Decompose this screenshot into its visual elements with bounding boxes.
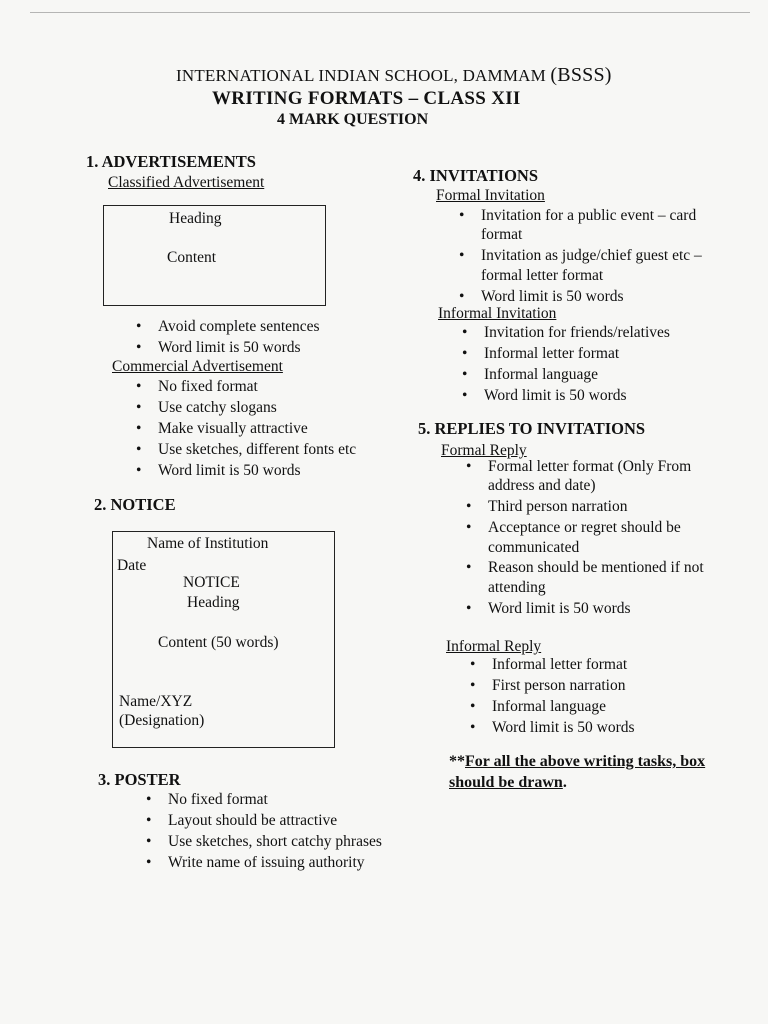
formal-reply-subtitle: Formal Reply: [441, 442, 527, 459]
notice-heading: Heading: [187, 594, 240, 611]
informal-invitation-subtitle: Informal Invitation: [438, 305, 557, 322]
section-advertisements-title: 1. ADVERTISEMENTS: [86, 152, 256, 171]
notice-content: Content (50 words): [158, 634, 279, 651]
notice-name: Name/XYZ: [119, 693, 193, 710]
list-item: • Acceptance or regret should be communicated: [466, 518, 734, 557]
classified-ad-subtitle: Classified Advertisement: [108, 174, 265, 191]
list-item: • First person narration: [470, 676, 730, 695]
school-name: [176, 63, 612, 88]
list-item: • No fixed format: [136, 377, 356, 396]
classified-ad-bullets: [136, 317, 320, 359]
section-notice-title: 2. NOTICE: [94, 495, 176, 514]
note-text: For all the above writing tasks, box should be drawn: [449, 753, 706, 791]
list-item: • Word limit is 50 words: [136, 338, 320, 357]
list-item: • Avoid complete sentences: [136, 317, 320, 336]
list-item: • No fixed format: [146, 790, 386, 809]
list-item: • Formal letter format (Only From address and date): [466, 457, 734, 496]
page-subtitle: 4 MARK QUESTION: [277, 111, 429, 128]
list-item: • Word limit is 50 words: [466, 599, 734, 618]
section-replies-title: 5. REPLIES TO INVITATIONS: [418, 419, 646, 438]
list-item: • Informal language: [462, 365, 732, 384]
list-item: • Layout should be attractive: [146, 811, 386, 830]
notice-institution: Name of Institution: [147, 535, 269, 552]
notice-label: NOTICE: [183, 574, 240, 591]
informal-reply-bullets: [470, 655, 730, 739]
list-item: • Informal letter format: [462, 344, 732, 363]
list-item: • Word limit is 50 words: [462, 386, 732, 405]
list-item: • Word limit is 50 words: [136, 461, 356, 480]
top-rule: [30, 12, 750, 13]
list-item: • Word limit is 50 words: [459, 287, 729, 306]
list-item: • Invitation for a public event – card format: [459, 206, 729, 245]
list-item: • Informal letter format: [470, 655, 730, 674]
notice-box: [112, 531, 335, 748]
informal-reply-subtitle: Informal Reply: [446, 638, 542, 655]
section-invitations-title: 4. INVITATIONS: [413, 166, 538, 185]
list-item: • Use sketches, short catchy phrases: [146, 832, 386, 851]
notice-date: Date: [117, 557, 147, 574]
list-item: • Third person narration: [466, 497, 734, 516]
list-item: • Invitation as judge/chief guest etc – formal letter format: [459, 246, 729, 285]
note-prefix: **: [449, 753, 465, 770]
informal-invitation-bullets: [462, 323, 732, 407]
school-name-text: INTERNATIONAL INDIAN SCHOOL, DAMMAM: [176, 66, 546, 85]
commercial-ad-subtitle: Commercial Advertisement: [112, 358, 283, 375]
box-note: [449, 752, 749, 794]
notice-designation: (Designation): [119, 712, 205, 729]
poster-bullets: [146, 790, 386, 874]
box-content: Content: [167, 249, 217, 266]
section-poster-title: 3. POSTER: [98, 770, 181, 789]
list-item: • Use sketches, different fonts etc: [136, 440, 356, 459]
formal-reply-bullets: [466, 457, 734, 620]
commercial-ad-bullets: [136, 377, 356, 481]
list-item: • Reason should be mentioned if not attending: [466, 558, 734, 597]
list-item: • Make visually attractive: [136, 419, 356, 438]
list-item: • Write name of issuing authority: [146, 853, 386, 872]
list-item: • Informal language: [470, 697, 730, 716]
page-title: WRITING FORMATS – CLASS XII: [212, 88, 521, 109]
list-item: • Invitation for friends/relatives: [462, 323, 732, 342]
classified-ad-box: [103, 205, 326, 306]
note-suffix: .: [562, 773, 567, 791]
formal-invitation-subtitle: Formal Invitation: [436, 187, 545, 204]
formal-invitation-bullets: [459, 206, 729, 307]
school-branch: (BSSS): [550, 64, 612, 86]
box-heading: Heading: [169, 210, 222, 227]
list-item: • Use catchy slogans: [136, 398, 356, 417]
list-item: • Word limit is 50 words: [470, 718, 730, 737]
